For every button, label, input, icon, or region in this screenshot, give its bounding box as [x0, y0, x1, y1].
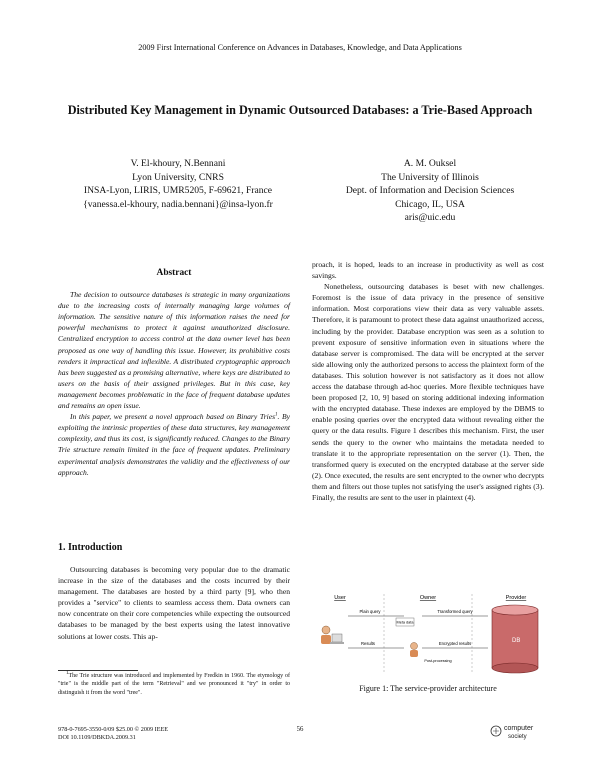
page-number: 56 — [296, 726, 304, 733]
body-paragraph: proach, it is hoped, leads to an increase in productivity as well as cost savings. — [312, 260, 544, 281]
abstract-paragraph — [58, 411, 290, 478]
introduction-body — [58, 564, 290, 642]
footnote-text — [58, 672, 290, 697]
footnote-body: The Trie structure was introduced and implemented by Fredkin in 1960. The etymology of "trie" is the middle part of the term "Retrieval" and we pronounced it "try" in order to distinguish it from the word "tree". — [58, 673, 290, 696]
owner-icon — [410, 643, 418, 658]
right-column — [312, 259, 544, 503]
figure-service-provider — [312, 590, 544, 676]
abstract-text: In this paper, we present a novel approach based on Binary Tries — [70, 412, 276, 422]
message-transformed-query: Transformed query — [437, 609, 473, 614]
author-affiliation: Dept. of Information and Decision Sciences — [345, 185, 515, 197]
footnote-rule — [58, 670, 138, 671]
paper-title: Distributed Key Management in Dynamic Outsourced Databases: a Trie-Based Approach — [67, 103, 533, 117]
abstract-paragraph: The decision to outsource databases is strategic in many organizations due to the increasing costs of internally managing large volumes of information. The sensitive nature of this information raises the need for powerful mechanisms to protect it against unauthorized disclosure. Centralized encryption to access control at the data owner level has been proposed as one way of handling this issue. However, its prohibitive costs renders it impractical and inflexible. A distributed cryptographic approach has been suggested as a promising alternative, where keys are distributed to users on the basis of their assigned privileges. But in this case, key management becomes problematic in the face of frequent database updates and remains an open issue. — [58, 290, 290, 411]
figure-label-provider: Provider — [505, 595, 527, 601]
footnote — [58, 672, 290, 697]
logo-text: society — [508, 734, 527, 740]
message-plain-query: Plain query — [359, 609, 381, 614]
figure-caption: Figure 1: The service-provider architecture — [359, 684, 497, 693]
logo-text: computer — [504, 725, 534, 732]
user-icon — [321, 626, 344, 644]
body-paragraph: Nonetheless, outsourcing databases is beset with new challenges. Foremost is the issue of data privacy in the presence of sensitive information. Most corporations view their data as very valuable assets. Therefore, it is paramount to protect these data against unauthorized access, including by the provider. Database encryption was seen as a solution to prevent exposure of sensitive information even in situations where the database server is compromised. The data will be encrypted at the server side allowing only the authorized persons to access the plaintext form of the databases. This solution however is not satisfactory as it does not allow access the database through ad-hoc queries. More flexible techniques have been proposed [2, 10, 9] based on storing additional indexing information with the encrypted database. These indexes are employed by the DBMS to enable posing queries over the encrypted data without revealing either the query or the data results. Figure 1 describes this mechanism. First, the user sends the query to the owner who maintains the metadata needed to translate it to the appropriate representation on the server (1). Then, the transformed query is executed on the encrypted database at the server side (2). Once executed, the results are sent encrypted to the owner who decrypts them and filters out those tuples not satisfying the user's assigned rights (3). Finally, the results are sent to the user in plaintext (4). — [312, 282, 544, 502]
author-affiliation: INSA-Lyon, LIRIS, UMR5205, F-69621, France — [83, 185, 273, 197]
message-post-processing: Post-processing — [424, 659, 452, 663]
author-block-2 — [300, 157, 560, 225]
footer-doi: DOI 10.1109/DBKDA.2009.31 — [58, 734, 136, 742]
message-results: Results — [361, 641, 375, 646]
abstract-text: . By exploiting the intrinsic properties of these data structures, key management complexity, and thus its cost, is significantly reduced. Changes to the Binary Trie structure remain limited in the face of frequent updates. Preliminary experimental analysis demonstrates the validity and the effectiveness of our approach. — [58, 412, 291, 477]
abstract-heading: Abstract — [156, 268, 192, 278]
figure-label-user: User — [334, 595, 346, 601]
author-email: aris@uic.edu — [404, 212, 456, 224]
database-icon — [492, 605, 538, 673]
section-heading-introduction: 1. Introduction — [58, 542, 123, 553]
footnote-marker: 1 — [66, 671, 69, 676]
author-email: {vanessa.el-khoury, nadia.bennani}@insa-lyon.fr — [83, 198, 273, 210]
footer-isbn: 978-0-7695-3550-0/09 $25.00 © 2009 IEEE — [58, 726, 169, 733]
author-affiliation: Lyon University, CNRS — [132, 171, 224, 183]
author-names: V. El-khoury, N.Bennani — [130, 158, 226, 169]
author-names: A. M. Ouksel — [403, 158, 457, 169]
database-label: DB — [512, 638, 521, 644]
computer-society-logo — [490, 720, 546, 742]
author-block-1 — [48, 157, 308, 211]
message-meta-data: Meta data — [396, 620, 414, 625]
author-affiliation: Chicago, IL, USA — [395, 198, 465, 210]
abstract-section — [58, 268, 290, 478]
message-encrypted-results: Encrypted results — [438, 641, 472, 646]
body-paragraph: Outsourcing databases is becoming very popular due to the dramatic increase in the size of the databases and the costs incurred by their management. The databases are hosted by a third party [9], who then provides a "service" to clients to seamless access them. Data owners can now concentrate on their core competencies while expecting the outsourced databases to be managed by the best experts using the latest innovative solutions at lower costs. This ap- — [58, 565, 290, 641]
figure-label-owner: Owner — [419, 595, 437, 601]
author-affiliation: The University of Illinois — [381, 171, 479, 183]
footnote-marker: 1 — [275, 412, 278, 418]
conference-header: 2009 First International Conference on Advances in Databases, Knowledge, and Data Applications — [138, 43, 462, 52]
